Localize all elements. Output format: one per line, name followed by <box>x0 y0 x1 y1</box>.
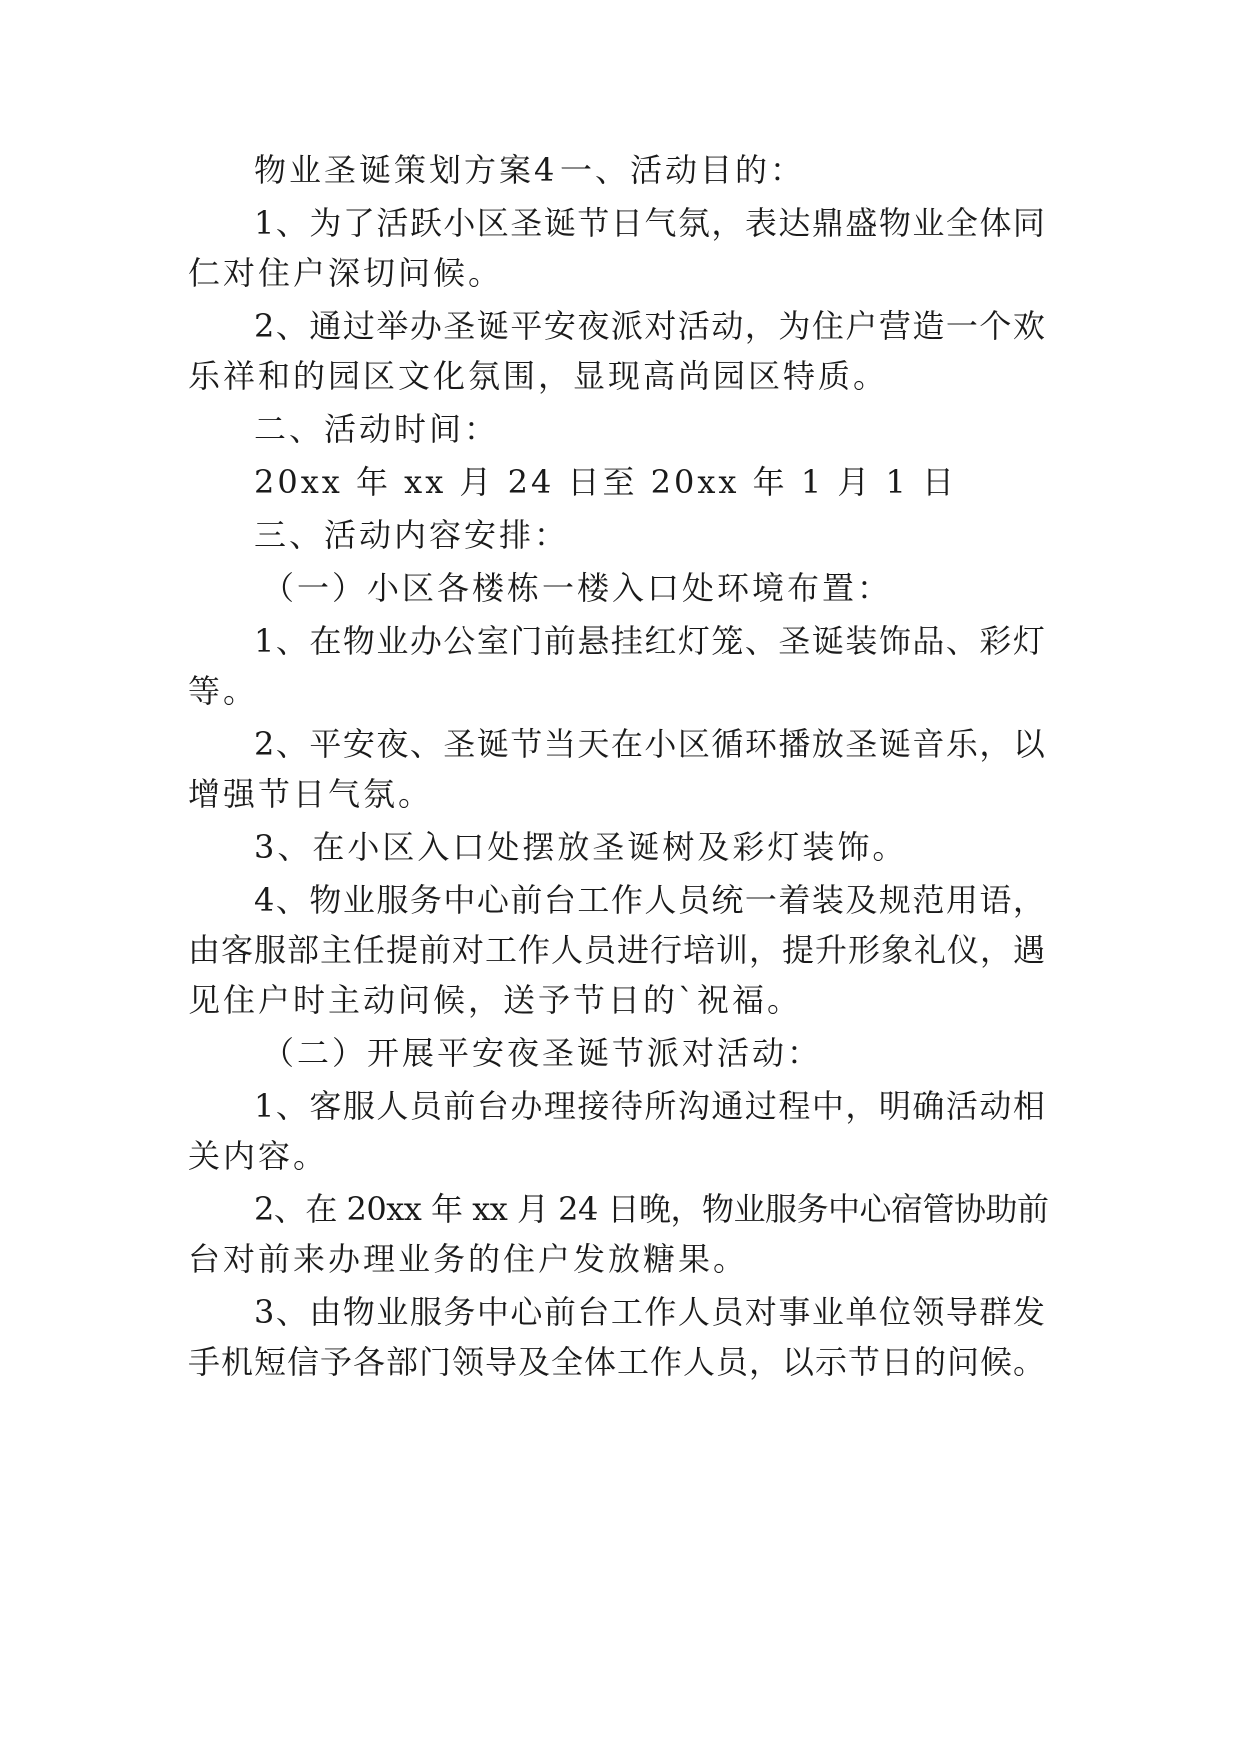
paragraph-line: 1、客服人员前台办理接待所沟通过程中，明确活动相 <box>254 1087 1047 1125</box>
section-heading: 三、活动内容安排： <box>254 516 570 554</box>
section-heading: 二、活动时间： <box>254 410 500 448</box>
paragraph-line: 1、为了活跃小区圣诞节日气氛，表达鼎盛物业全体同 <box>254 204 1047 242</box>
paragraph-line: 增强节日气氛。 <box>188 775 434 813</box>
subsection-heading: （一）小区各楼栋一楼入口处环境布置： <box>262 569 893 607</box>
paragraph-line: 3、由物业服务中心前台工作人员对事业单位领导群发 <box>254 1293 1047 1331</box>
paragraph-line: 由客服部主任提前对工作人员进行培训，提升形象礼仪，遇 <box>188 931 1047 969</box>
paragraph-line: 2、平安夜、圣诞节当天在小区循环播放圣诞音乐，以 <box>254 725 1047 763</box>
paragraph-line: 3、在小区入口处摆放圣诞树及彩灯装饰。 <box>254 828 908 866</box>
paragraph-line: 2、通过举办圣诞平安夜派对活动，为住户营造一个欢 <box>254 307 1047 345</box>
paragraph-line: 4、物业服务中心前台工作人员统一着装及规范用语， <box>254 881 1047 919</box>
paragraph-line: 1、在物业办公室门前悬挂红灯笼、圣诞装饰品、彩灯 <box>254 622 1047 660</box>
paragraph-line: 乐祥和的园区文化氛围，显现高尚园区特质。 <box>188 357 889 395</box>
paragraph-line: 2、在 20xx 年 xx 月 24 日晚，物业服务中心宿管协助前 <box>254 1190 1049 1228</box>
paragraph-line: 20xx 年 xx 月 24 日至 20xx 年 1 月 1 日 <box>254 463 958 501</box>
section-heading: 一、活动目的： <box>560 151 806 189</box>
paragraph-line: 台对前来办理业务的住户发放糖果。 <box>188 1240 749 1278</box>
paragraph-line: 见住户时主动问候，送予节日的`祝福。 <box>188 981 803 1019</box>
paragraph-line: 关内容。 <box>188 1137 329 1175</box>
subsection-heading: （二）开展平安夜圣诞节派对活动： <box>262 1034 823 1072</box>
paragraph-line: 仁对住户深切问候。 <box>188 254 504 292</box>
paragraph-line: 手机短信予各部门领导及全体工作人员，以示节日的问候。 <box>188 1343 1047 1381</box>
paragraph-line: 等。 <box>188 672 259 710</box>
document-title: 物业圣诞策划方案4 <box>254 151 558 189</box>
